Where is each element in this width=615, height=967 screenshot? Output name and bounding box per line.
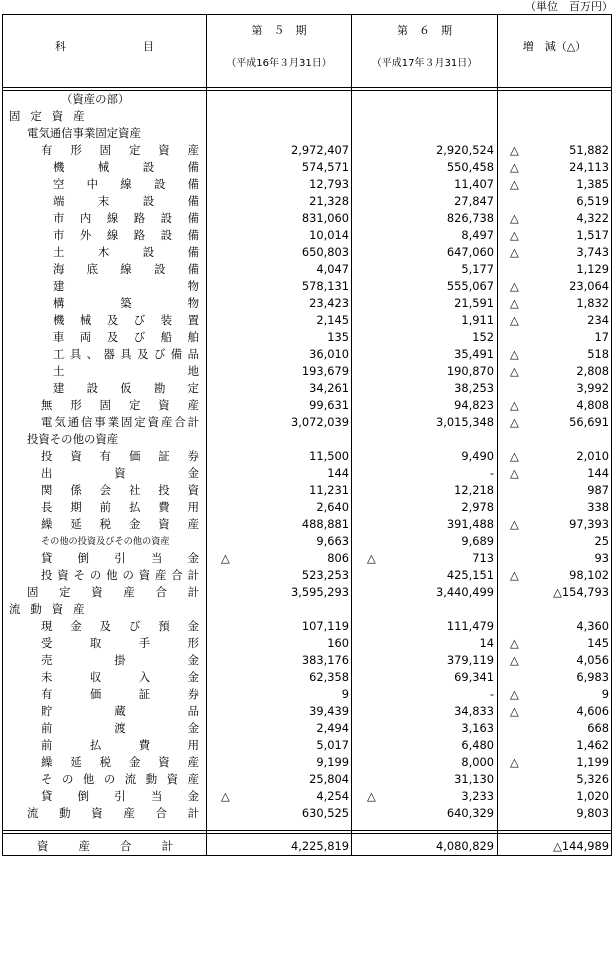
value-period5: 144 <box>327 466 349 480</box>
table-body <box>3 91 611 822</box>
value-change: 97,393 <box>569 517 609 531</box>
row-label: 投資その他の資産 <box>27 432 119 446</box>
value-period5: 650,803 <box>301 245 349 259</box>
value-period5: 2,145 <box>316 313 349 327</box>
table-row <box>3 737 611 754</box>
header-change: 増 減（△） <box>522 40 587 53</box>
value-period6: 31,130 <box>454 772 494 786</box>
row-label: 貸倒引当金 <box>41 551 199 565</box>
value-period5: 630,525 <box>301 806 349 820</box>
value-period6: 3,233 <box>461 789 494 803</box>
value-period6: 35,491 <box>454 347 494 361</box>
value-change: 3,992 <box>576 381 609 395</box>
value-period6: 550,458 <box>446 160 494 174</box>
value-change: 17 <box>594 330 609 344</box>
row-label: 端末設備 <box>53 194 199 208</box>
row-label: 投資その他の資産合計 <box>41 568 199 582</box>
negative-triangle-mark: △ <box>510 517 519 531</box>
value-period5: 21,328 <box>309 194 349 208</box>
value-period5: 36,010 <box>309 347 349 361</box>
value-period5: 383,176 <box>301 653 349 667</box>
value-period6: 111,479 <box>446 619 494 633</box>
row-label: その他の流動資産 <box>41 772 199 786</box>
value-period6: 8,000 <box>461 755 494 769</box>
value-change: 668 <box>587 721 609 735</box>
total-change: △144,989 <box>553 839 609 853</box>
value-change: 6,519 <box>576 194 609 208</box>
row-label: 市外線路設備 <box>53 228 199 242</box>
row-label: 前渡金 <box>41 721 199 735</box>
table-row <box>3 805 611 822</box>
value-period5: 806 <box>327 551 349 565</box>
table-row <box>3 567 611 584</box>
value-change: 51,882 <box>569 143 609 157</box>
value-period6: - <box>489 687 494 701</box>
value-period6: 34,833 <box>454 704 494 718</box>
negative-triangle-mark: △ <box>510 687 519 701</box>
table-row <box>3 210 611 227</box>
value-change: 987 <box>587 483 609 497</box>
table-row <box>3 91 611 108</box>
negative-triangle-mark: △ <box>510 466 519 480</box>
value-period5: 11,231 <box>309 483 349 497</box>
value-period5: 2,494 <box>316 721 349 735</box>
value-period6: 21,591 <box>454 296 494 310</box>
value-period5: 831,060 <box>301 211 349 225</box>
value-period5: 488,881 <box>301 517 349 531</box>
row-label: 固定資産合計 <box>27 585 199 599</box>
row-label: 構築物 <box>53 296 199 310</box>
row-label: 流動資産 <box>9 602 95 616</box>
value-change: 1,385 <box>576 177 609 191</box>
negative-triangle-mark: △ <box>510 313 519 327</box>
row-label: （資産の部） <box>61 92 130 106</box>
table-row <box>3 431 611 448</box>
table-row <box>3 584 611 601</box>
row-label: 流動資産合計 <box>27 806 199 820</box>
value-period5: 578,131 <box>301 279 349 293</box>
row-label: 電気通信事業固定資産 <box>27 126 141 140</box>
header-period5: 第 ５ 期 <box>251 24 307 37</box>
table-row <box>3 227 611 244</box>
negative-triangle-mark: △ <box>510 653 519 667</box>
value-change: △154,793 <box>553 585 609 599</box>
value-period5: 62,358 <box>309 670 349 684</box>
value-period6: - <box>489 466 494 480</box>
value-change: 144 <box>587 466 609 480</box>
row-label: 固定資産 <box>9 109 95 123</box>
value-period6: 94,823 <box>454 398 494 412</box>
value-change: 1,517 <box>576 228 609 242</box>
table-row <box>3 363 611 380</box>
value-change: 1,462 <box>576 738 609 752</box>
table-row <box>3 329 611 346</box>
value-period6: 826,738 <box>446 211 494 225</box>
total-period6: 4,080,829 <box>436 839 494 853</box>
negative-triangle-mark: △ <box>510 143 519 157</box>
value-period6: 9,490 <box>461 449 494 463</box>
row-label: 貯蔵品 <box>41 704 199 718</box>
row-label: 投資有価証券 <box>41 449 199 463</box>
row-label: 有形固定資産 <box>41 143 199 157</box>
value-change: 4,808 <box>576 398 609 412</box>
table-row <box>3 635 611 652</box>
value-change: 6,983 <box>576 670 609 684</box>
value-period5: 25,804 <box>309 772 349 786</box>
negative-triangle-mark: △ <box>510 568 519 582</box>
table-row <box>3 159 611 176</box>
value-period6: 69,341 <box>454 670 494 684</box>
value-change: 234 <box>587 313 609 327</box>
negative-triangle-mark: △ <box>510 279 519 293</box>
table-row <box>3 261 611 278</box>
value-period6: 27,847 <box>454 194 494 208</box>
balance-sheet-table <box>2 14 612 856</box>
value-change: 145 <box>587 636 609 650</box>
value-period6: 640,329 <box>446 806 494 820</box>
value-change: 98,102 <box>569 568 609 582</box>
value-period6: 379,119 <box>446 653 494 667</box>
value-period5: 3,595,293 <box>291 585 349 599</box>
row-label: 繰延税金資産 <box>41 755 199 769</box>
value-period5: 574,571 <box>301 160 349 174</box>
table-row <box>3 312 611 329</box>
header-period6: 第 ６ 期 <box>397 24 452 37</box>
negative-triangle-mark: △ <box>510 398 519 412</box>
value-change: 4,056 <box>576 653 609 667</box>
value-period6: 1,911 <box>461 313 494 327</box>
value-change: 2,808 <box>576 364 609 378</box>
table-row <box>3 278 611 295</box>
row-label: その他の投資及びその他の資産 <box>41 536 170 547</box>
value-period5: 160 <box>327 636 349 650</box>
value-period5: 523,253 <box>301 568 349 582</box>
value-change: 9 <box>601 687 609 701</box>
value-period5: 2,972,407 <box>291 143 349 157</box>
row-label: 機械及び装置 <box>53 313 199 327</box>
value-change: 25 <box>594 534 609 548</box>
negative-triangle-mark: △ <box>510 364 519 378</box>
value-change: 9,803 <box>576 806 609 820</box>
table-row <box>3 295 611 312</box>
table-row <box>3 142 611 159</box>
row-label: 土地 <box>53 364 199 378</box>
table-row <box>3 125 611 142</box>
value-period6: 425,151 <box>446 568 494 582</box>
table-row <box>3 516 611 533</box>
header-period6-date: （平成17年３月31日） <box>371 58 478 69</box>
row-label: 無形固定資産 <box>41 398 199 412</box>
table-row <box>3 669 611 686</box>
value-period5: 39,439 <box>309 704 349 718</box>
value-period5: 5,017 <box>316 738 349 752</box>
negative-triangle-mark: △ <box>510 636 519 650</box>
header-period5-date: （平成16年３月31日） <box>226 58 332 69</box>
row-label: 貸倒引当金 <box>41 789 199 803</box>
table-row <box>3 720 611 737</box>
row-label: 電気通信事業固定資産合計 <box>41 415 199 429</box>
value-period5: 4,254 <box>316 789 349 803</box>
value-change: 56,691 <box>569 415 609 429</box>
value-period5: 34,261 <box>309 381 349 395</box>
value-period6: 8,497 <box>461 228 494 242</box>
value-period6: 38,253 <box>454 381 494 395</box>
value-period6: 5,177 <box>461 262 494 276</box>
row-label: 現金及び預金 <box>41 619 199 633</box>
negative-triangle-mark: △ <box>510 211 519 225</box>
table-row <box>3 703 611 720</box>
table-row <box>3 601 611 618</box>
value-period5: 11,500 <box>309 449 349 463</box>
table-row <box>3 380 611 397</box>
negative-triangle-mark: △ <box>510 177 519 191</box>
table-row <box>3 397 611 414</box>
row-label: 土木設備 <box>53 245 199 259</box>
row-label: 建設仮勘定 <box>53 381 199 395</box>
table-row <box>3 550 611 567</box>
value-period5: 9 <box>341 687 349 701</box>
value-period5: 2,640 <box>316 500 349 514</box>
value-period6: 11,407 <box>454 177 494 191</box>
table-row <box>3 686 611 703</box>
value-period5: 10,014 <box>309 228 349 242</box>
value-period6: 14 <box>479 636 494 650</box>
negative-triangle-mark: △ <box>510 160 519 174</box>
value-change: 93 <box>594 551 609 565</box>
value-period6: 3,015,348 <box>436 415 494 429</box>
table-row <box>3 346 611 363</box>
row-label: 建物 <box>53 279 199 293</box>
negative-triangle-mark: △ <box>510 228 519 242</box>
row-label: 受取手形 <box>41 636 199 650</box>
table-row <box>3 482 611 499</box>
value-period6: 2,978 <box>461 500 494 514</box>
total-divider <box>3 833 611 834</box>
value-period6: 391,488 <box>446 517 494 531</box>
row-label: 市内線路設備 <box>53 211 199 225</box>
row-label: 出資金 <box>41 466 199 480</box>
value-change: 5,326 <box>576 772 609 786</box>
value-change: 1,832 <box>576 296 609 310</box>
row-label: 前払費用 <box>41 738 199 752</box>
value-period6: 190,870 <box>446 364 494 378</box>
value-period6: 3,163 <box>461 721 494 735</box>
value-period6: 713 <box>472 551 494 565</box>
value-change: 3,743 <box>576 245 609 259</box>
row-label: 未収入金 <box>41 670 199 684</box>
table-row <box>3 193 611 210</box>
total-divider <box>3 830 611 831</box>
negative-triangle-mark: △ <box>510 245 519 259</box>
value-period6: 555,067 <box>446 279 494 293</box>
value-change: 518 <box>587 347 609 361</box>
table-row <box>3 176 611 193</box>
header-item: 科 目 <box>55 40 154 53</box>
negative-triangle-mark: △ <box>510 449 519 463</box>
row-label: 有価証券 <box>41 687 199 701</box>
table-row <box>3 244 611 261</box>
value-period6: 6,480 <box>461 738 494 752</box>
value-period6: 152 <box>472 330 494 344</box>
value-period5: 193,679 <box>301 364 349 378</box>
value-change: 1,129 <box>576 262 609 276</box>
value-period5: 23,423 <box>309 296 349 310</box>
value-period5: 4,047 <box>316 262 349 276</box>
row-label: 売掛金 <box>41 653 199 667</box>
header-divider <box>3 87 611 88</box>
table-row <box>3 108 611 125</box>
value-change: 4,606 <box>576 704 609 718</box>
negative-triangle-mark: △ <box>510 347 519 361</box>
row-label: 空中線設備 <box>53 177 199 191</box>
value-change: 24,113 <box>569 160 609 174</box>
value-period5: 9,199 <box>316 755 349 769</box>
value-change: 1,020 <box>576 789 609 803</box>
row-label: 関係会社投資 <box>41 483 199 497</box>
negative-triangle-mark: △ <box>510 415 519 429</box>
value-change: 1,199 <box>576 755 609 769</box>
value-period6: 3,440,499 <box>436 585 494 599</box>
value-period5: 99,631 <box>309 398 349 412</box>
value-period5: 107,119 <box>301 619 349 633</box>
row-label: 機械設備 <box>53 160 199 174</box>
row-label: 繰延税金資産 <box>41 517 199 531</box>
value-period6: 2,920,524 <box>436 143 494 157</box>
value-period6: 12,218 <box>454 483 494 497</box>
table-row <box>3 754 611 771</box>
value-period5: 9,663 <box>316 534 349 548</box>
value-change: 338 <box>587 500 609 514</box>
negative-triangle-mark: △ <box>510 704 519 718</box>
table-row <box>3 618 611 635</box>
value-change: 23,064 <box>569 279 609 293</box>
table-row <box>3 533 611 550</box>
table-row <box>3 771 611 788</box>
negative-triangle-mark: △ <box>221 551 230 565</box>
negative-triangle-mark: △ <box>367 551 376 565</box>
value-period5: 12,793 <box>309 177 349 191</box>
table-row <box>3 652 611 669</box>
unit-note: （単位 百万円） <box>525 0 613 13</box>
total-row <box>3 835 611 857</box>
table-row <box>3 499 611 516</box>
value-period6: 9,689 <box>461 534 494 548</box>
total-label: 資産合計 <box>37 839 173 853</box>
table-row <box>3 465 611 482</box>
negative-triangle-mark: △ <box>367 789 376 803</box>
table-row <box>3 788 611 805</box>
value-change: 4,322 <box>576 211 609 225</box>
negative-triangle-mark: △ <box>221 789 230 803</box>
value-change: 2,010 <box>576 449 609 463</box>
table-row <box>3 414 611 431</box>
value-change: 4,360 <box>576 619 609 633</box>
negative-triangle-mark: △ <box>510 296 519 310</box>
value-period5: 135 <box>327 330 349 344</box>
row-label: 工具、器具及び備品 <box>53 347 199 361</box>
total-period5: 4,225,819 <box>291 839 349 853</box>
value-period6: 647,060 <box>446 245 494 259</box>
negative-triangle-mark: △ <box>510 755 519 769</box>
value-period5: 3,072,039 <box>291 415 349 429</box>
row-label: 長期前払費用 <box>41 500 199 514</box>
row-label: 車両及び船舶 <box>53 330 199 344</box>
table-row <box>3 448 611 465</box>
row-label: 海底線設備 <box>53 262 199 276</box>
